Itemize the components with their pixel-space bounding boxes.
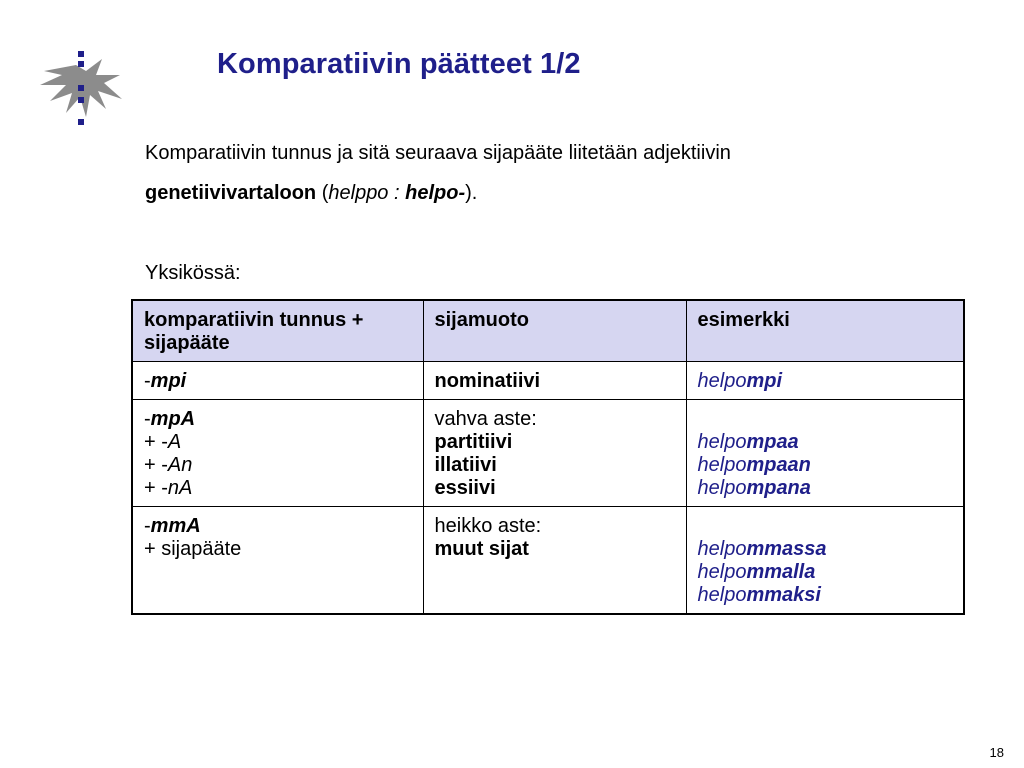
example-word: helpompaan — [697, 454, 811, 476]
suffix-dash: - — [144, 515, 151, 537]
suffix-extra: + sijapääte — [144, 538, 242, 560]
suffix-dash: - — [144, 408, 151, 430]
intro-paragraph — [145, 133, 731, 213]
example-word: helpommalla — [697, 561, 816, 583]
case-name: muut sijat — [434, 538, 529, 560]
suffix-extra: + -An — [144, 454, 193, 476]
suffix-cell — [132, 362, 423, 400]
suffix-cell — [132, 400, 423, 507]
example-cell — [686, 507, 964, 615]
comparative-suffix-table — [131, 299, 965, 615]
example-cell — [686, 400, 964, 507]
header-case: sijamuoto — [423, 300, 686, 362]
example-word: helpompi — [697, 370, 782, 392]
intro-example-plain: helppo : — [328, 182, 406, 204]
header-suffix: komparatiivin tunnus + sijapääte — [132, 300, 423, 362]
case-intro: vahva aste: — [434, 408, 537, 430]
case-name: essiivi — [434, 477, 496, 499]
suffix-dash: - — [144, 370, 151, 392]
example-word: helpompaa — [697, 431, 799, 453]
case-name: nominatiivi — [434, 370, 541, 392]
intro-line-2 — [145, 173, 731, 213]
case-name: illatiivi — [434, 454, 497, 476]
subheading-singular: Yksikössä: — [145, 262, 241, 284]
page-number: 18 — [989, 745, 1004, 760]
suffix-extra: + -nA — [144, 477, 193, 499]
case-name: partitiivi — [434, 431, 513, 453]
intro-line-1: Komparatiivin tunnus ja sitä seuraava sijapääte liitetään adjektiivin — [145, 142, 731, 164]
suffix-main: mpA — [150, 408, 196, 430]
intro-paren-open: ( — [316, 182, 329, 204]
case-cell — [423, 362, 686, 400]
suffix-cell — [132, 507, 423, 615]
intro-paren-close: ). — [465, 182, 478, 204]
case-cell — [423, 400, 686, 507]
table-row — [132, 362, 964, 400]
table-row — [132, 507, 964, 615]
example-cell — [686, 362, 964, 400]
table-row — [132, 400, 964, 507]
suffix-main: mmA — [150, 515, 201, 537]
header-example: esimerkki — [686, 300, 964, 362]
intro-term: genetiivivartaloon — [145, 182, 317, 204]
table-header-row — [132, 300, 964, 362]
case-cell — [423, 507, 686, 615]
example-word: helpommassa — [697, 538, 827, 560]
example-word: helpompana — [697, 477, 811, 499]
intro-example-bold: helpo- — [405, 182, 466, 204]
slide-title: Komparatiivin päätteet 1/2 — [217, 48, 581, 80]
case-intro: heikko aste: — [434, 515, 542, 537]
suffix-extra: + -A — [144, 431, 182, 453]
suffix-main: mpi — [150, 370, 187, 392]
example-word: helpommaksi — [697, 584, 821, 606]
university-flame-logo — [36, 45, 126, 137]
